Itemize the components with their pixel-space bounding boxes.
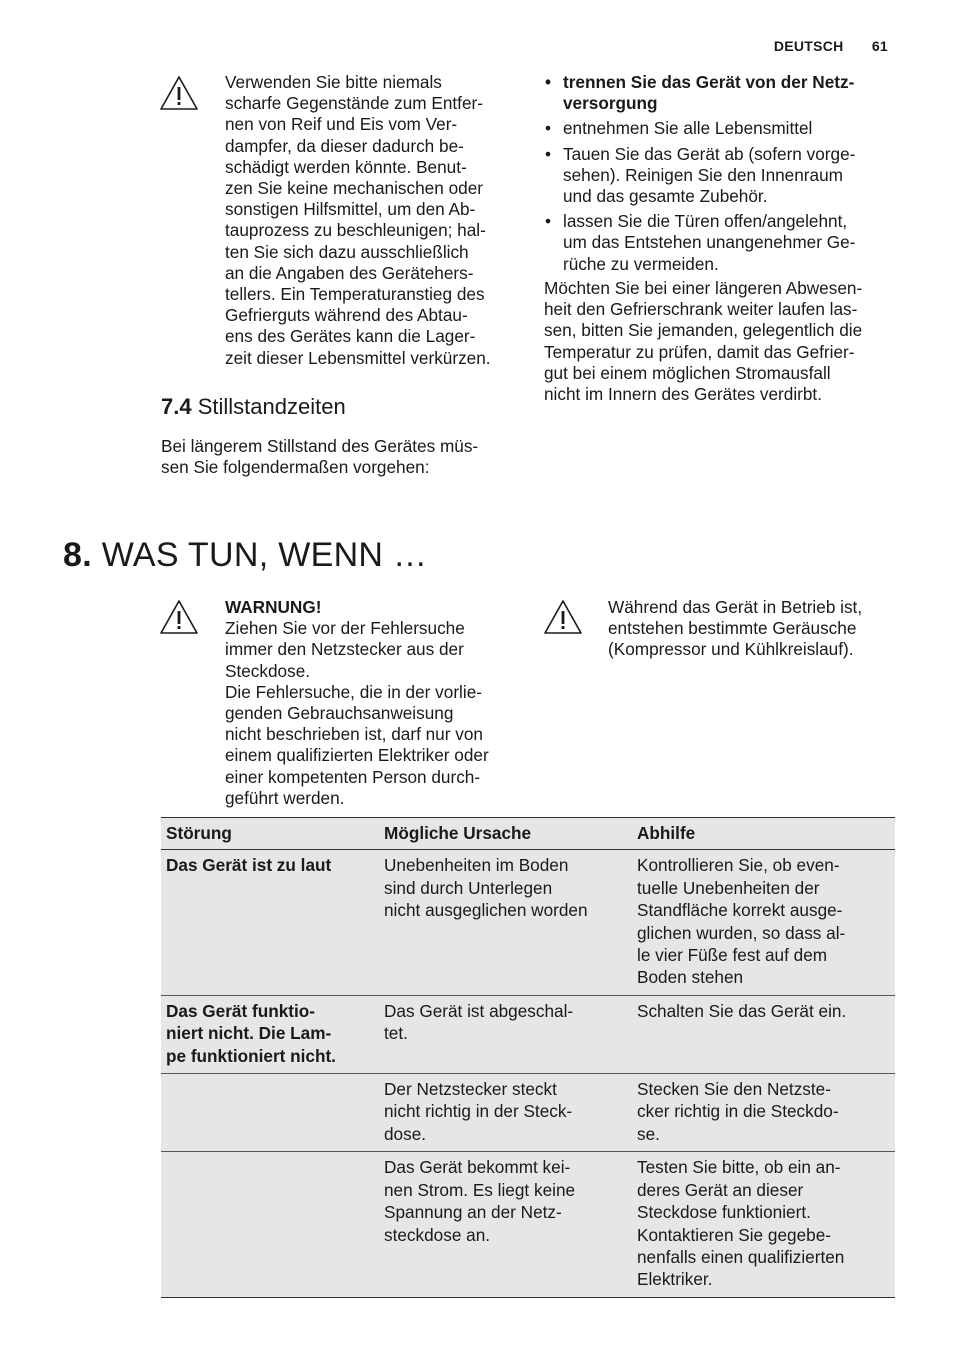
text-line: ten Sie sich dazu ausschließlich	[225, 241, 469, 262]
list-item	[544, 118, 904, 139]
cell-line: dose.	[384, 1123, 427, 1144]
text-line: sonstigen Hilfsmittel, um den Ab-	[225, 199, 476, 220]
warning-title: WARNUNG!	[225, 597, 322, 617]
bullet-icon: •	[545, 118, 552, 139]
column-header: Abhilfe	[637, 823, 696, 843]
warning-triangle-icon	[159, 75, 199, 111]
text-line: dampfer, da dieser dadurch be-	[225, 135, 464, 156]
text-line: sen Sie folgendermaßen vorgehen:	[161, 457, 430, 478]
cell-line: glichen wurden, so dass al-	[637, 922, 846, 943]
standstill-steps	[544, 72, 904, 279]
text-line: geführt werden.	[225, 787, 345, 808]
text-line: nicht beschrieben ist, darf nur von	[225, 724, 483, 745]
cell-line: Stecken Sie den Netzste-	[637, 1079, 831, 1100]
chapter-title: WAS TUN, WENN …	[101, 536, 428, 574]
text-line: Steckdose.	[225, 660, 311, 681]
chapter-number: 8.	[63, 536, 92, 574]
cell-line: nicht ausgeglichen worden	[384, 900, 588, 921]
defrost-warning-text	[225, 72, 491, 369]
cause-cell	[379, 1152, 632, 1297]
cell-line: Spannung an der Netz-	[384, 1202, 562, 1223]
table-row	[161, 1152, 895, 1297]
text-line: sen, bitten Sie jemanden, gelegentlich die	[544, 320, 863, 341]
cell-line: nenfalls einen qualifizierten	[637, 1246, 845, 1267]
problem-cell	[161, 1074, 379, 1152]
text-line: ens des Gerätes kann die Lager-	[225, 326, 476, 347]
table-row	[161, 1074, 895, 1152]
text-line: immer den Netzstecker aus der	[225, 639, 464, 660]
cause-cell	[379, 1074, 632, 1152]
remedy-cell	[632, 1152, 895, 1297]
text-line: Die Fehlersuche, die in der vorlie-	[225, 681, 482, 702]
cell-line: nicht richtig in der Steck-	[384, 1101, 573, 1122]
cell-line: nen Strom. Es liegt keine	[384, 1179, 576, 1200]
remedy-cell	[632, 1074, 895, 1152]
text-line: tellers. Ein Temperaturanstieg des	[225, 284, 485, 305]
cell-line: tuelle Unebenheiten der	[637, 877, 820, 898]
table-row	[161, 850, 895, 995]
list-item-line: lassen Sie die Türen offen/angelehnt,	[563, 211, 848, 232]
warning-triangle-icon	[159, 599, 199, 635]
cell-line: Standfläche korrekt ausge-	[637, 900, 843, 921]
text-line: genden Gebrauchsanweisung	[225, 703, 454, 724]
text-line: Gefrierguts während des Abtau-	[225, 305, 468, 326]
list-item-line: und das gesamte Zubehör.	[563, 186, 768, 207]
text-line: an die Angaben des Gerätehers-	[225, 262, 474, 283]
list-item	[544, 144, 904, 208]
cell-line: se.	[637, 1123, 660, 1144]
section-8-heading	[63, 536, 427, 575]
cell-line: sind durch Unterlegen	[384, 877, 553, 898]
column-header: Mögliche Ursache	[384, 823, 532, 843]
section-number: 7.4	[161, 394, 192, 419]
bullet-icon: •	[545, 143, 552, 164]
text-line: nicht im Innern des Gerätes verdirbt.	[544, 384, 822, 405]
cell-line: le vier Füße fest auf dem	[637, 945, 828, 966]
troubleshooting-table	[161, 817, 895, 1298]
cell-line: steckdose an.	[384, 1224, 491, 1245]
list-item	[544, 72, 904, 114]
list-item-line: sehen). Reinigen Sie den Innenraum	[563, 164, 843, 185]
cell-line: Elektriker.	[637, 1269, 713, 1290]
list-item-line: trennen Sie das Gerät von der Netz-	[563, 72, 855, 92]
text-line: scharfe Gegenstände zum Entfer-	[225, 93, 483, 114]
language-label: DEUTSCH	[773, 38, 844, 54]
electrical-warning	[225, 597, 489, 809]
text-line: (Kompressor und Kühlkreislauf).	[608, 639, 854, 660]
cell-line: Schalten Sie das Gerät ein.	[637, 1000, 847, 1021]
cell-line: cker richtig in die Steckdo-	[637, 1101, 839, 1122]
warning-triangle-icon	[543, 599, 583, 635]
column-header: Störung	[166, 823, 232, 843]
remedy-cell	[632, 995, 895, 1073]
text-line: Verwenden Sie bitte niemals	[225, 72, 442, 92]
problem-cell	[161, 850, 379, 995]
cell-line: Testen Sie bitte, ob ein an-	[637, 1157, 841, 1178]
text-line: heit den Gefrierschrank weiter laufen las-	[544, 299, 858, 320]
bullet-icon: •	[545, 72, 552, 92]
section-title: Stillstandzeiten	[197, 394, 346, 419]
cell-line: Boden stehen	[637, 967, 744, 988]
text-line: gut bei einem möglichen Stromausfall	[544, 362, 831, 383]
list-item-line: rüche zu vermeiden.	[563, 253, 719, 274]
standstill-intro	[161, 436, 478, 478]
cause-cell	[379, 995, 632, 1073]
cell-line: deres Gerät an dieser	[637, 1179, 804, 1200]
cell-line: Kontrollieren Sie, ob even-	[637, 855, 840, 876]
list-item-line: Tauen Sie das Gerät ab (sofern vorge-	[563, 143, 856, 164]
text-line: zen Sie keine mechanischen oder	[225, 178, 483, 199]
cell-line: Das Gerät ist abgeschal-	[384, 1000, 574, 1021]
remedy-cell	[632, 850, 895, 995]
text-line: tauprozess zu beschleunigen; hal-	[225, 220, 486, 241]
text-line: einer kompetenten Person durch-	[225, 766, 481, 787]
cell-line: Das Gerät bekommt kei-	[384, 1157, 571, 1178]
cell-line: Das Gerät ist zu laut	[166, 855, 332, 876]
list-item-line: um das Entstehen unangenehmer Ge-	[563, 232, 856, 253]
text-line: einem qualifizierten Elektriker oder	[225, 745, 489, 766]
text-line: Temperatur zu prüfen, damit das Gefrier-	[544, 341, 855, 362]
cell-line: pe funktioniert nicht.	[166, 1045, 336, 1066]
text-line: entstehen bestimmte Geräusche	[608, 618, 857, 639]
text-line: zeit dieser Lebensmittel verkürzen.	[225, 347, 491, 368]
table-header-row	[161, 818, 895, 850]
text-line: Während das Gerät in Betrieb ist,	[608, 597, 863, 617]
text-line: Ziehen Sie vor der Fehlersuche	[225, 618, 465, 639]
cell-line: Steckdose funktioniert.	[637, 1202, 811, 1223]
cell-line: Kontaktieren Sie gegebe-	[637, 1224, 831, 1245]
page-number: 61	[871, 38, 888, 54]
text-line: schädigt werden könnte. Benut-	[225, 156, 467, 177]
table-row	[161, 995, 895, 1073]
cause-cell	[379, 850, 632, 995]
text-line: Bei längerem Stillstand des Gerätes müs-	[161, 436, 479, 456]
section-7-4-heading	[161, 394, 346, 420]
absence-paragraph	[544, 278, 862, 405]
cell-line: Unebenheiten im Boden	[384, 855, 569, 876]
problem-cell	[161, 995, 379, 1073]
text-line: nen von Reif und Eis vom Ver-	[225, 114, 458, 135]
list-item-line: entnehmen Sie alle Lebensmittel	[563, 118, 813, 139]
list-item-line: versorgung	[563, 93, 658, 114]
list-item	[544, 211, 904, 275]
page-header	[774, 38, 888, 54]
bullet-icon: •	[545, 211, 552, 232]
problem-cell	[161, 1152, 379, 1297]
cell-line: niert nicht. Die Lam-	[166, 1023, 332, 1044]
text-line: Möchten Sie bei einer längeren Abwesen-	[544, 278, 863, 298]
cell-line: Der Netzstecker steckt	[384, 1079, 557, 1100]
noise-note	[608, 597, 862, 661]
cell-line: tet.	[384, 1023, 408, 1044]
cell-line: Das Gerät funktio-	[166, 1000, 315, 1021]
